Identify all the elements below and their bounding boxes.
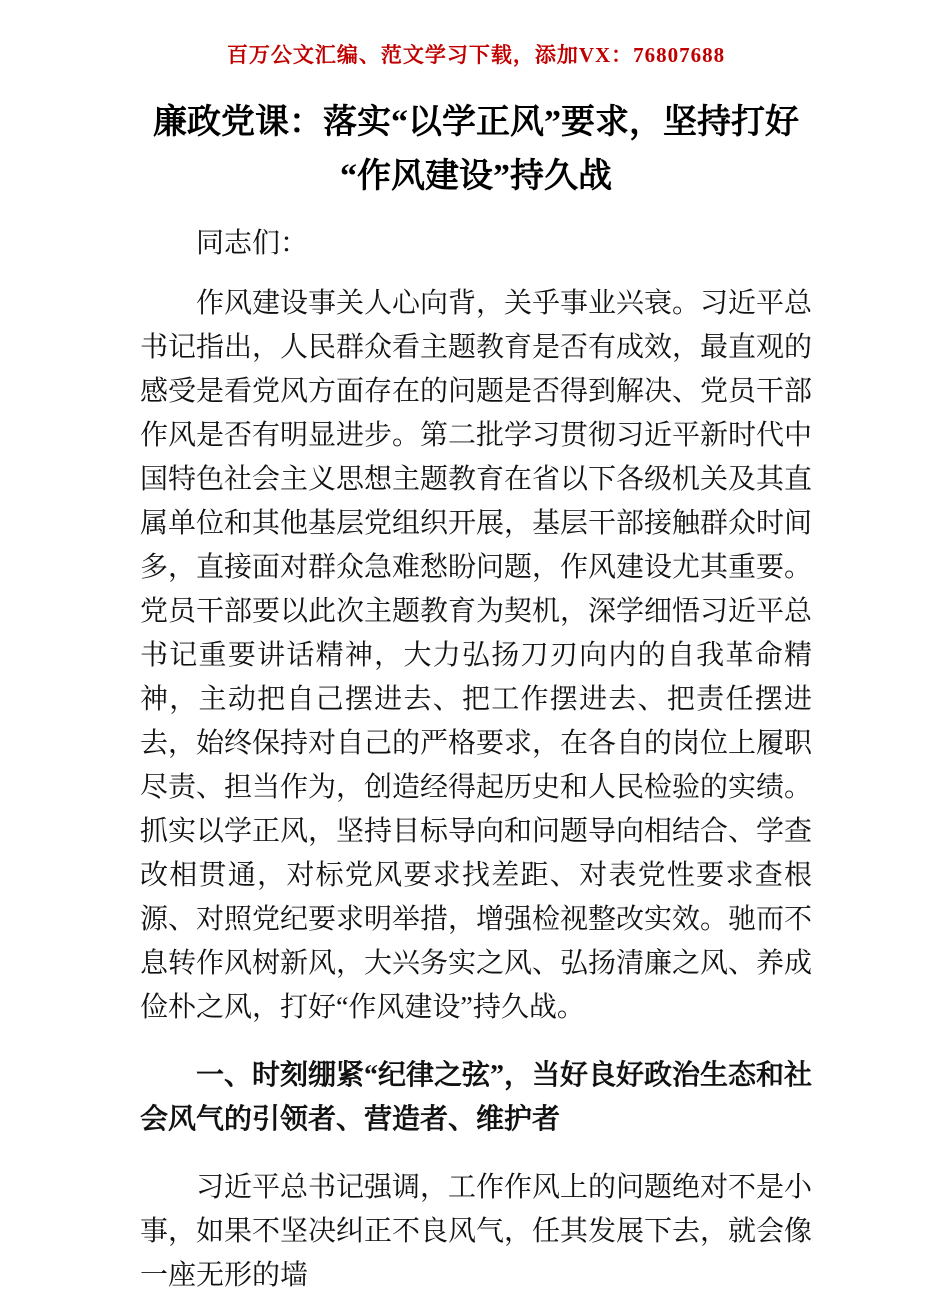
- paragraph-section-1: 习近平总书记强调，工作作风上的问题绝对不是小事，如果不坚决纠正不良风气，任其发展下去，就会像一座无形的墙: [140, 1172, 813, 1291]
- promo-notice: 百万公文汇编、范文学习下载，添加VX：76807688: [226, 43, 726, 67]
- section-heading-1: 一、时刻绷紧“纪律之弦”，当好良好政治生态和社会风气的引领者、营造者、维护者: [140, 1060, 813, 1135]
- salutation: 同志们：: [196, 228, 309, 259]
- paragraph-main: 作风建设事关人心向背，关乎事业兴衰。习近平总书记指出，人民群众看主题教育是否有成效，最直观的感受是看党风方面存在的问题是否得到解决、党员干部作风是否有明显进步。第二批学习贯彻习近平新时代中国特色社会主义思想主题教育在省以下各级机关及其直属单位和其他基层党组织开展，基层干部接触群众时间多，直接面对群众急难愁盼问题，作风建设尤其重要。党员干部要以此次主题教育为契机，深学细悟习近平总书记重要讲话精神，大力弘扬刀刃向内的自我革命精神，主动把自己摆进去、把工作摆进去、把责任摆进去，始终保持对自己的严格要求，在各自的岗位上履职尽责、担当作为，创造经得起历史和人民检验的实绩。抓实以学正风，坚持目标导向和问题导向相结合、学查改相贯通，对标党风要求找差距、对表党性要求查根源、对照党纪要求明举措，增强检视整改实效。驰而不息转作风树新风，大兴务实之风、弘扬清廉之风、养成俭朴之风，打好“作风建设”持久战。: [140, 288, 813, 1023]
- document-title: 廉政党课：落实“以学正风”要求，坚持打好“作风建设”持久战: [153, 104, 799, 195]
